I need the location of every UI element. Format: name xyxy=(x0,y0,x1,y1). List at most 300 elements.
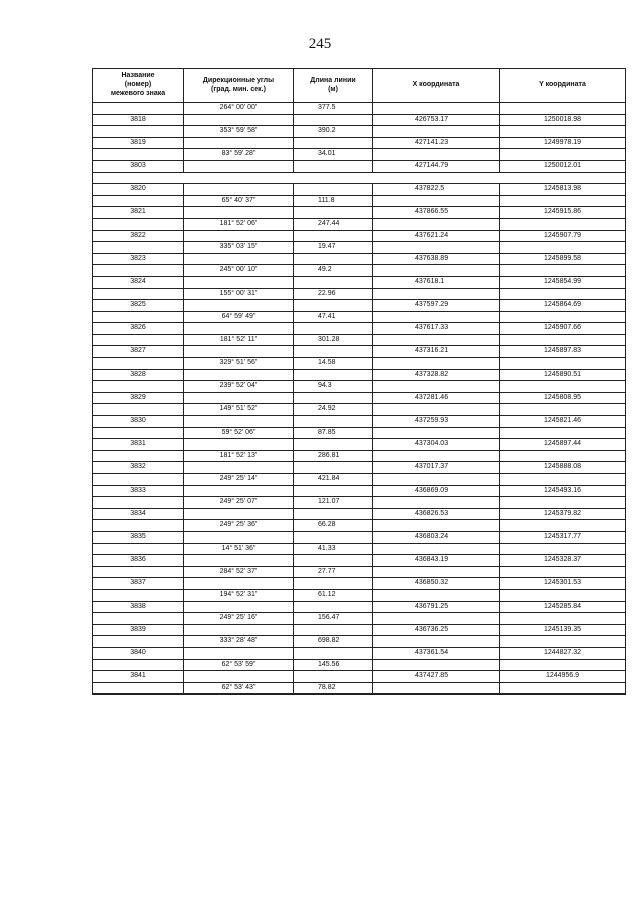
cell-y-coordinate: 1245493.16 xyxy=(544,486,581,494)
cell-y-coordinate: 1244956.9 xyxy=(545,672,580,680)
cell-bearing-angle xyxy=(184,509,294,520)
cell-bearing-angle: 249° 25' 07" xyxy=(184,497,294,508)
cell-bearing-angle: 14° 51' 36" xyxy=(184,544,294,555)
cell-line-length: 286.81 xyxy=(294,451,373,462)
cell-mark-name: 3825 xyxy=(93,300,184,311)
cell-y-coordinate: 1245821.46 xyxy=(544,417,581,425)
cell-bearing-angle xyxy=(184,578,294,589)
cell-x-coordinate xyxy=(373,173,500,184)
cell-mark-name: 3841 xyxy=(93,671,184,682)
table-row xyxy=(93,242,625,254)
cell-x-coordinate xyxy=(373,636,500,647)
cell-bearing-angle xyxy=(184,671,294,682)
cell-x-coordinate: 436826.53 xyxy=(373,509,500,520)
cell-mark-name xyxy=(93,636,184,647)
cell-mark-name xyxy=(93,451,184,462)
cell-bearing-angle: 65° 40' 37" xyxy=(184,196,294,207)
table-row xyxy=(93,567,625,579)
cell-x-coordinate xyxy=(373,196,500,207)
cell-bearing-angle xyxy=(184,300,294,311)
cell-bearing-angle: 83° 59' 28" xyxy=(184,149,294,160)
cell-x-coordinate: 426753.17 xyxy=(373,115,500,126)
cell-x-coordinate: 436791.25 xyxy=(373,602,500,613)
cell-mark-name xyxy=(93,103,184,114)
cell-line-length: 24.92 xyxy=(294,404,373,415)
cell-y-coordinate: 1244827.32 xyxy=(544,648,581,656)
cell-bearing-angle xyxy=(184,173,294,184)
cell-bearing-angle: 62° 53' 59" xyxy=(184,660,294,671)
cell-y-coordinate: 1245907.79 xyxy=(544,231,581,239)
cell-y-coordinate: 1245890.51 xyxy=(544,370,581,378)
cell-line-length: 14.58 xyxy=(294,358,373,369)
cell-x-coordinate: 437621.24 xyxy=(373,231,500,242)
cell-y-coordinate: 1245907.66 xyxy=(544,324,581,332)
cell-line-length xyxy=(294,161,373,172)
cell-x-coordinate: 436803.24 xyxy=(373,532,500,543)
cell-line-length xyxy=(294,578,373,589)
cell-x-coordinate xyxy=(373,312,500,323)
cell-x-coordinate: 437328.82 xyxy=(373,370,500,381)
cell-x-coordinate xyxy=(373,219,500,230)
cell-mark-name: 3839 xyxy=(93,625,184,636)
table-row xyxy=(93,474,625,486)
table-row xyxy=(93,671,625,683)
cell-bearing-angle xyxy=(184,184,294,195)
table-row xyxy=(93,683,625,695)
cell-mark-name xyxy=(93,219,184,230)
cell-y-coordinate xyxy=(500,265,625,276)
cell-bearing-angle: 329° 51' 56" xyxy=(184,358,294,369)
cell-line-length xyxy=(294,138,373,149)
table-row xyxy=(93,497,625,509)
cell-line-length xyxy=(294,173,373,184)
cell-y-coordinate xyxy=(500,103,625,114)
cell-line-length xyxy=(294,254,373,265)
cell-mark-name xyxy=(93,520,184,531)
cell-y-coordinate xyxy=(500,451,625,462)
cell-x-coordinate xyxy=(373,289,500,300)
cell-mark-name xyxy=(93,335,184,346)
cell-line-length xyxy=(294,115,373,126)
cell-bearing-angle xyxy=(184,161,294,172)
cell-bearing-angle: 181° 52' 06" xyxy=(184,219,294,230)
table-row xyxy=(93,602,625,614)
cell-mark-name xyxy=(93,149,184,160)
cell-line-length xyxy=(294,648,373,659)
cell-y-coordinate xyxy=(500,520,625,531)
cell-mark-name: 3837 xyxy=(93,578,184,589)
cell-y-coordinate: 1245808.95 xyxy=(544,393,581,401)
cell-bearing-angle: 181° 52' 11" xyxy=(184,335,294,346)
cell-bearing-angle xyxy=(184,370,294,381)
cell-bearing-angle: 62° 53' 43" xyxy=(184,683,294,694)
cell-bearing-angle: 353° 59' 58" xyxy=(184,126,294,137)
cell-y-coordinate xyxy=(500,196,625,207)
table-row xyxy=(93,358,625,370)
cell-x-coordinate xyxy=(373,381,500,392)
cell-line-length: 19.47 xyxy=(294,242,373,253)
table-row xyxy=(93,126,625,138)
cell-y-coordinate: 1245301.53 xyxy=(544,579,581,587)
cell-y-coordinate xyxy=(500,289,625,300)
cell-y-coordinate: 1249978.19 xyxy=(544,138,581,146)
cell-line-length: 41.33 xyxy=(294,544,373,555)
cell-x-coordinate: 437597.29 xyxy=(373,300,500,311)
cell-bearing-angle xyxy=(184,555,294,566)
table-row xyxy=(93,625,625,637)
cell-line-length xyxy=(294,671,373,682)
cell-x-coordinate: 437618.1 xyxy=(373,277,500,288)
cell-x-coordinate xyxy=(373,335,500,346)
cell-y-coordinate xyxy=(500,474,625,485)
cell-y-coordinate: 1245897.44 xyxy=(544,440,581,448)
cell-y-coordinate: 1250018.98 xyxy=(544,115,581,123)
cell-x-coordinate: 436850.32 xyxy=(373,578,500,589)
cell-bearing-angle: 155° 00' 31" xyxy=(184,289,294,300)
table-row xyxy=(93,428,625,440)
cell-mark-name: 3821 xyxy=(93,207,184,218)
cell-mark-name: 3838 xyxy=(93,602,184,613)
cell-y-coordinate xyxy=(500,219,625,230)
cell-mark-name xyxy=(93,289,184,300)
table-row xyxy=(93,462,625,474)
cell-y-coordinate: 1245864.69 xyxy=(544,301,581,309)
cell-bearing-angle xyxy=(184,207,294,218)
cell-line-length: 66.28 xyxy=(294,520,373,531)
cell-mark-name xyxy=(93,613,184,624)
table-row xyxy=(93,103,625,115)
cell-mark-name xyxy=(93,497,184,508)
cell-line-length xyxy=(294,439,373,450)
cell-x-coordinate: 437617.33 xyxy=(373,323,500,334)
table-row xyxy=(93,161,625,173)
cell-line-length: 34.01 xyxy=(294,149,373,160)
cell-x-coordinate: 437316.21 xyxy=(373,346,500,357)
cell-x-coordinate xyxy=(373,474,500,485)
cell-x-coordinate xyxy=(373,451,500,462)
cell-bearing-angle: 239° 52' 04" xyxy=(184,381,294,392)
table-row xyxy=(93,265,625,277)
table-row xyxy=(93,451,625,463)
table-row xyxy=(93,509,625,521)
table-row xyxy=(93,138,625,150)
table-row xyxy=(93,300,625,312)
table-row xyxy=(93,231,625,243)
header-x-coordinate: X координата xyxy=(373,69,500,102)
table-row xyxy=(93,115,625,127)
cell-x-coordinate: 437638.89 xyxy=(373,254,500,265)
cell-x-coordinate xyxy=(373,683,500,694)
cell-line-length: 78.82 xyxy=(294,683,373,694)
table-row xyxy=(93,439,625,451)
cell-mark-name xyxy=(93,683,184,694)
cell-line-length xyxy=(294,486,373,497)
cell-bearing-angle: 333° 28' 48" xyxy=(184,636,294,647)
cell-y-coordinate: 1245328.37 xyxy=(544,556,581,564)
cell-mark-name: 3819 xyxy=(93,138,184,149)
table-row xyxy=(93,219,625,231)
cell-line-length: 27.77 xyxy=(294,567,373,578)
cell-bearing-angle: 149° 51' 52" xyxy=(184,404,294,415)
header-line-length: Длина линии (м) xyxy=(294,69,373,102)
cell-y-coordinate xyxy=(500,567,625,578)
cell-y-coordinate xyxy=(500,683,625,694)
cell-line-length xyxy=(294,346,373,357)
cell-mark-name xyxy=(93,474,184,485)
cell-line-length xyxy=(294,462,373,473)
cell-line-length xyxy=(294,184,373,195)
cell-line-length xyxy=(294,207,373,218)
table-row xyxy=(93,323,625,335)
cell-x-coordinate xyxy=(373,358,500,369)
table-row xyxy=(93,544,625,556)
cell-mark-name xyxy=(93,358,184,369)
cell-x-coordinate xyxy=(373,520,500,531)
cell-x-coordinate: 437361.54 xyxy=(373,648,500,659)
cell-mark-name: 3818 xyxy=(93,115,184,126)
cell-x-coordinate xyxy=(373,126,500,137)
cell-line-length xyxy=(294,555,373,566)
table-body xyxy=(93,103,625,694)
cell-bearing-angle xyxy=(184,416,294,427)
cell-x-coordinate xyxy=(373,497,500,508)
cell-mark-name: 3833 xyxy=(93,486,184,497)
cell-bearing-angle xyxy=(184,439,294,450)
table-row xyxy=(93,346,625,358)
cell-x-coordinate xyxy=(373,428,500,439)
cell-mark-name xyxy=(93,660,184,671)
cell-x-coordinate xyxy=(373,567,500,578)
cell-x-coordinate: 436869.09 xyxy=(373,486,500,497)
cell-line-length: 22.96 xyxy=(294,289,373,300)
cell-y-coordinate xyxy=(500,404,625,415)
cell-y-coordinate xyxy=(500,312,625,323)
cell-x-coordinate: 437281.46 xyxy=(373,393,500,404)
cell-x-coordinate xyxy=(373,149,500,160)
table-header xyxy=(93,69,625,103)
cell-line-length xyxy=(294,416,373,427)
cell-bearing-angle xyxy=(184,393,294,404)
cell-y-coordinate xyxy=(500,636,625,647)
cell-mark-name: 3826 xyxy=(93,323,184,334)
cell-line-length: 377.5 xyxy=(294,103,373,114)
table-row xyxy=(93,404,625,416)
cell-bearing-angle xyxy=(184,277,294,288)
table-row xyxy=(93,381,625,393)
cell-mark-name xyxy=(93,428,184,439)
cell-y-coordinate xyxy=(500,660,625,671)
table-row xyxy=(93,613,625,625)
cell-y-coordinate: 1245285.84 xyxy=(544,602,581,610)
table-row xyxy=(93,312,625,324)
table-row xyxy=(93,555,625,567)
cell-mark-name xyxy=(93,173,184,184)
cell-x-coordinate: 427141.23 xyxy=(373,138,500,149)
cell-bearing-angle xyxy=(184,486,294,497)
cell-mark-name: 3834 xyxy=(93,509,184,520)
cell-line-length xyxy=(294,625,373,636)
cell-line-length: 156.47 xyxy=(294,613,373,624)
table-row xyxy=(93,416,625,428)
cell-x-coordinate xyxy=(373,660,500,671)
cell-mark-name xyxy=(93,567,184,578)
cell-line-length: 47.41 xyxy=(294,312,373,323)
table-row xyxy=(93,254,625,266)
cell-bearing-angle: 59° 52' 06" xyxy=(184,428,294,439)
cell-x-coordinate: 437866.55 xyxy=(373,207,500,218)
cell-x-coordinate xyxy=(373,544,500,555)
table-row xyxy=(93,335,625,347)
cell-y-coordinate: 1245915.86 xyxy=(544,208,581,216)
cell-mark-name: 3835 xyxy=(93,532,184,543)
cell-bearing-angle: 245° 00' 10" xyxy=(184,265,294,276)
cell-mark-name: 3829 xyxy=(93,393,184,404)
cell-bearing-angle: 64° 59' 49" xyxy=(184,312,294,323)
cell-y-coordinate: 1245813.98 xyxy=(544,185,581,193)
table-row xyxy=(93,289,625,301)
cell-line-length: 87.85 xyxy=(294,428,373,439)
cell-x-coordinate: 437822.5 xyxy=(373,184,500,195)
table-row xyxy=(93,660,625,672)
table-row xyxy=(93,196,625,208)
cell-mark-name: 3828 xyxy=(93,370,184,381)
cell-bearing-angle xyxy=(184,346,294,357)
cell-y-coordinate xyxy=(500,590,625,601)
cell-x-coordinate xyxy=(373,242,500,253)
cell-mark-name: 3822 xyxy=(93,231,184,242)
cell-mark-name: 3827 xyxy=(93,346,184,357)
cell-bearing-angle xyxy=(184,115,294,126)
cell-line-length xyxy=(294,323,373,334)
cell-y-coordinate xyxy=(500,381,625,392)
cell-line-length: 247.44 xyxy=(294,219,373,230)
cell-mark-name xyxy=(93,126,184,137)
cell-bearing-angle: 335° 03' 15" xyxy=(184,242,294,253)
cell-y-coordinate xyxy=(500,428,625,439)
cell-bearing-angle: 249° 25' 14" xyxy=(184,474,294,485)
cell-x-coordinate xyxy=(373,103,500,114)
cell-bearing-angle xyxy=(184,231,294,242)
cell-x-coordinate: 437259.93 xyxy=(373,416,500,427)
cell-x-coordinate: 436736.25 xyxy=(373,625,500,636)
cell-y-coordinate xyxy=(500,497,625,508)
cell-line-length xyxy=(294,393,373,404)
cell-mark-name: 3803 xyxy=(93,161,184,172)
cell-x-coordinate: 437304.03 xyxy=(373,439,500,450)
boundary-marks-table xyxy=(92,68,626,695)
cell-line-length: 698.82 xyxy=(294,636,373,647)
cell-y-coordinate xyxy=(500,242,625,253)
table-row xyxy=(93,370,625,382)
cell-x-coordinate: 436843.19 xyxy=(373,555,500,566)
cell-mark-name xyxy=(93,265,184,276)
table-row xyxy=(93,207,625,219)
page-number: 245 xyxy=(308,36,332,52)
cell-y-coordinate: 1245897.83 xyxy=(544,347,581,355)
cell-line-length xyxy=(294,277,373,288)
cell-y-coordinate xyxy=(500,335,625,346)
cell-x-coordinate xyxy=(373,404,500,415)
cell-line-length: 421.84 xyxy=(294,474,373,485)
cell-mark-name xyxy=(93,590,184,601)
cell-bearing-angle xyxy=(184,602,294,613)
cell-line-length xyxy=(294,602,373,613)
cell-mark-name: 3840 xyxy=(93,648,184,659)
cell-x-coordinate xyxy=(373,613,500,624)
header-mark-name: Название (номер) межевого знака xyxy=(93,69,184,102)
cell-line-length xyxy=(294,300,373,311)
cell-y-coordinate: 1245317.77 xyxy=(544,532,581,540)
header-y-coordinate: Y координата xyxy=(539,81,586,89)
cell-y-coordinate: 1245854.99 xyxy=(544,277,581,285)
cell-bearing-angle: 181° 52' 13" xyxy=(184,451,294,462)
cell-bearing-angle xyxy=(184,323,294,334)
table-row xyxy=(93,590,625,602)
cell-mark-name: 3820 xyxy=(93,184,184,195)
cell-mark-name xyxy=(93,544,184,555)
cell-mark-name xyxy=(93,312,184,323)
table-row xyxy=(93,520,625,532)
cell-line-length: 145.56 xyxy=(294,660,373,671)
cell-y-coordinate xyxy=(500,358,625,369)
cell-mark-name: 3830 xyxy=(93,416,184,427)
cell-y-coordinate xyxy=(500,544,625,555)
header-bearing-angle: Дирекционные углы (град. мин. сек.) xyxy=(184,69,294,102)
cell-y-coordinate xyxy=(500,126,625,137)
cell-y-coordinate xyxy=(500,149,625,160)
table-row xyxy=(93,648,625,660)
cell-y-coordinate xyxy=(500,613,625,624)
table-row xyxy=(93,393,625,405)
table-row xyxy=(93,636,625,648)
table-row xyxy=(93,173,625,185)
cell-line-length: 121.07 xyxy=(294,497,373,508)
cell-y-coordinate: 1245899.58 xyxy=(544,254,581,262)
table-row xyxy=(93,578,625,590)
cell-bearing-angle xyxy=(184,532,294,543)
cell-y-coordinate: 1245379.82 xyxy=(544,509,581,517)
cell-bearing-angle: 284° 52' 37" xyxy=(184,567,294,578)
cell-bearing-angle xyxy=(184,254,294,265)
table-row xyxy=(93,277,625,289)
cell-mark-name xyxy=(93,196,184,207)
cell-mark-name xyxy=(93,381,184,392)
cell-mark-name xyxy=(93,404,184,415)
cell-mark-name: 3832 xyxy=(93,462,184,473)
cell-bearing-angle xyxy=(184,625,294,636)
cell-y-coordinate: 1245139.35 xyxy=(544,625,581,633)
cell-y-coordinate: 1250012.01 xyxy=(544,161,581,169)
cell-line-length: 390.2 xyxy=(294,126,373,137)
table-row xyxy=(93,149,625,161)
cell-line-length xyxy=(294,509,373,520)
cell-x-coordinate: 427144.79 xyxy=(373,161,500,172)
cell-line-length xyxy=(294,532,373,543)
cell-bearing-angle xyxy=(184,648,294,659)
cell-line-length xyxy=(294,231,373,242)
cell-bearing-angle: 194° 52' 31" xyxy=(184,590,294,601)
cell-bearing-angle: 249° 25' 36" xyxy=(184,520,294,531)
cell-x-coordinate: 437427.85 xyxy=(373,671,500,682)
cell-bearing-angle xyxy=(184,462,294,473)
cell-line-length: 301.28 xyxy=(294,335,373,346)
table-row xyxy=(93,184,625,196)
cell-y-coordinate xyxy=(500,173,625,184)
cell-line-length: 111.8 xyxy=(294,196,373,207)
cell-mark-name: 3824 xyxy=(93,277,184,288)
cell-bearing-angle: 264° 00' 00" xyxy=(184,103,294,114)
table-row xyxy=(93,486,625,498)
